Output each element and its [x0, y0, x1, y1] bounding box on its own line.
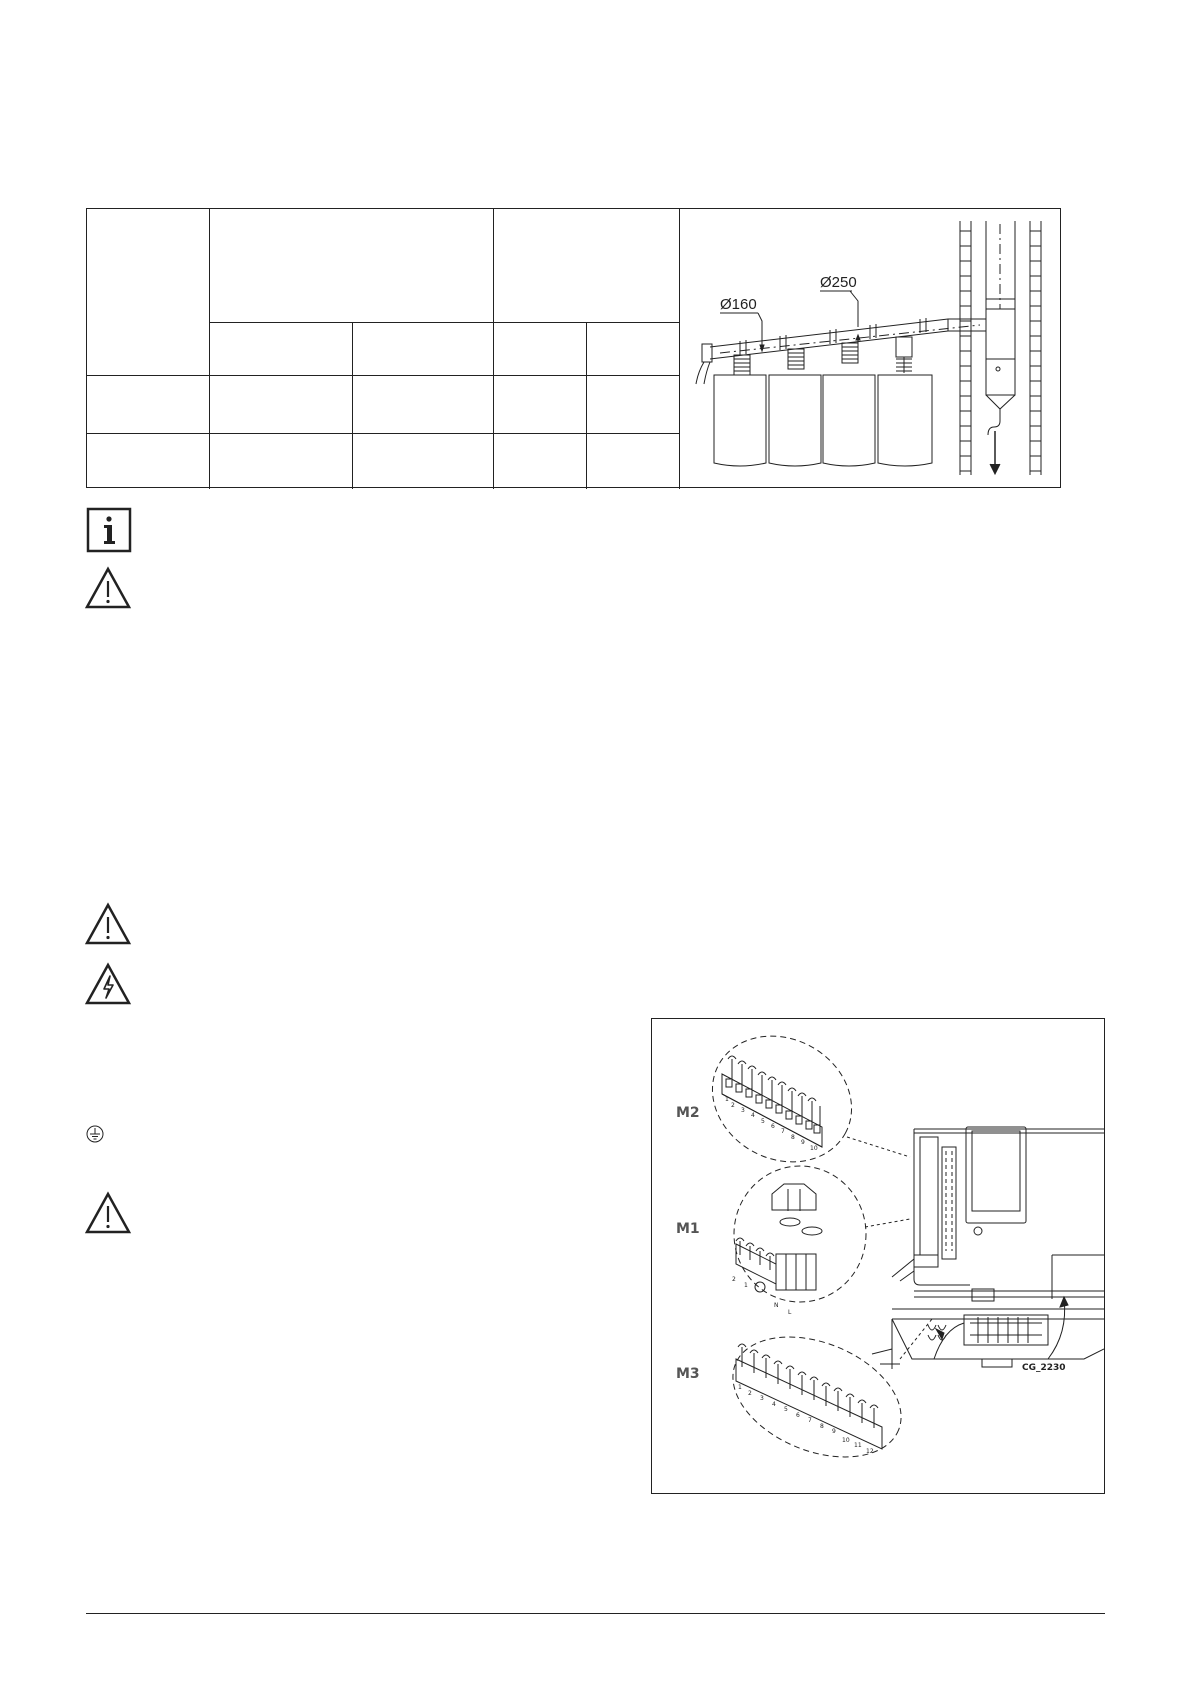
warning-notice-text [142, 580, 1042, 600]
table-header-group-b [493, 209, 679, 322]
electric-hazard-icon [84, 962, 132, 1006]
table-cell [352, 433, 493, 489]
table-cell [586, 433, 679, 489]
m2-terminal-number: 10 [810, 1145, 818, 1152]
ground-symbol-icon [86, 1125, 104, 1143]
m2-terminal-number: 3 [741, 1107, 745, 1114]
terminal-block-figure [651, 1018, 1105, 1494]
table-subheader [493, 322, 586, 375]
boiler-connectors [734, 337, 912, 375]
m1-terminal-number: N [774, 1302, 779, 1309]
m1-callout [734, 1166, 866, 1302]
warning-notice-text [142, 916, 1042, 936]
m3-terminal-number: 4 [772, 1401, 776, 1408]
info-notice-text [142, 518, 1042, 538]
warning-icon [84, 1191, 132, 1235]
m1-label: M1 [676, 1221, 700, 1237]
table-subheader [209, 322, 352, 375]
chimney-ladder-right [1030, 221, 1041, 475]
m3-label: M3 [676, 1366, 700, 1382]
m3-terminal-strip [736, 1344, 882, 1449]
table-header-col1 [87, 209, 209, 375]
warning-icon [84, 902, 132, 946]
cascade-flue-diagram [680, 209, 1060, 487]
m3-terminal-number: 9 [832, 1428, 836, 1435]
m2-terminal-number: 1 [725, 1096, 729, 1103]
m2-terminal-number: 6 [771, 1123, 775, 1130]
boiler-unit [769, 375, 821, 466]
chimney-ladder-left [960, 221, 971, 475]
m2-terminal-strip [722, 1056, 822, 1147]
table-cell [493, 433, 586, 489]
m2-terminal-number: 5 [761, 1118, 765, 1125]
m3-terminal-number: 11 [854, 1442, 862, 1449]
figure-code: CG_2230 [1022, 1363, 1066, 1373]
table-row-label [87, 375, 209, 433]
boiler-unit [714, 375, 766, 466]
m3-terminal-number: 3 [760, 1395, 764, 1402]
boiler-unit [823, 375, 875, 466]
m3-terminal-number: 6 [796, 1412, 800, 1419]
table-cell [493, 375, 586, 433]
dim-small-label: Ø160 [720, 296, 757, 313]
cascade-flue-table [86, 208, 1061, 488]
warning-icon [84, 566, 132, 610]
m1-terminal-strip [736, 1184, 822, 1292]
boiler-unit [878, 375, 932, 466]
table-cell [209, 433, 352, 489]
table-row-label [87, 433, 209, 489]
m3-terminal-number: 10 [842, 1437, 850, 1444]
table-cell [209, 375, 352, 433]
table-subheader [352, 322, 493, 375]
table-cell [586, 375, 679, 433]
m3-terminal-number: 8 [820, 1423, 824, 1430]
m3-terminal-number: 12 [866, 1448, 874, 1455]
table-header-group-a [209, 209, 493, 322]
m2-terminal-number: 8 [791, 1134, 795, 1141]
m2-terminal-number: 7 [781, 1128, 785, 1135]
control-box [872, 1127, 1104, 1369]
m3-terminal-number: 7 [808, 1417, 812, 1424]
info-icon [86, 507, 132, 553]
table-subheader [586, 322, 679, 375]
m3-terminal-number: 2 [748, 1390, 752, 1397]
m1-terminal-number: 2 [732, 1276, 736, 1283]
m3-terminal-number: 5 [784, 1406, 788, 1413]
electric-notice-text [142, 976, 602, 996]
m2-terminal-number: 9 [801, 1139, 805, 1146]
table-cell [352, 375, 493, 433]
m3-terminal-number: 1 [738, 1384, 742, 1391]
ground-notice-text [112, 1125, 602, 1143]
dim-large-label: Ø250 [820, 274, 857, 291]
m2-terminal-number: 4 [751, 1112, 755, 1119]
m1-terminal-number: L [788, 1309, 792, 1316]
m1-terminal-number: 1 [744, 1282, 748, 1289]
m2-terminal-number: 2 [731, 1102, 735, 1109]
m2-label: M2 [676, 1105, 700, 1121]
warning-notice-text [142, 1205, 602, 1225]
footer-rule [86, 1613, 1105, 1614]
terminal-block-drawing [652, 1019, 1104, 1493]
